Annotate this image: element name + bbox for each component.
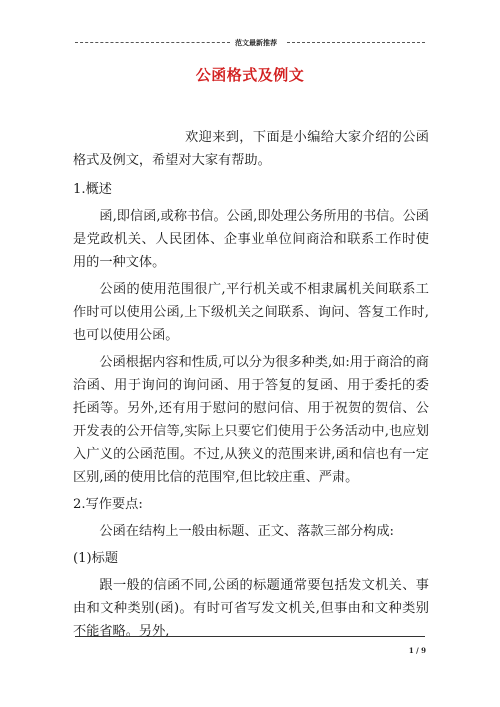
paragraph-structure: 公函在结构上一般由标题、正文、落款三部分构成: xyxy=(99,524,394,539)
paragraph-usage-scope: 公函的使用范围很广,平行机关或不相隶属机关间联系工作时可以使用公函,上下级机关之间联系、询问、答复工作时,也可以使用公函。 xyxy=(73,282,429,343)
header-divider-left xyxy=(75,42,230,43)
paragraph-definition: 函,即信函,或称书信。公函,即处理公务所用的书信。公函是党政机关、人民团体、企事业单位间商洽和联系工作时使用的一种文体。 xyxy=(73,209,429,270)
document-body xyxy=(73,126,429,643)
header-label: 范文最新推荐 xyxy=(235,38,277,47)
paragraph-categories: 公函根据内容和性质,可以分为很多种类,如:用于商洽的商洽函、用于询问的询问函、用于答复的复函、用于委托的委托函等。另外,还有用于慰问的慰问信、用于祝贺的贺信、公开发表的公开信等,实际上只要它们使用于公务活动中,也应划入广义的公函范围。不过,从狭义的范围来讲,函和信也有一定区别,函的使用比信的范围窄,但比较庄重、严肃。 xyxy=(73,355,429,485)
page-header xyxy=(75,38,425,48)
page-number: 1 / 9 xyxy=(408,646,426,655)
footer-divider xyxy=(75,636,425,637)
intro-paragraph: 欢迎来到，下面是小编给大家介绍的公函格式及例文，希望对大家有帮助。 xyxy=(73,130,429,168)
paragraph-title-rules: 跟一般的信函不同,公函的标题通常要包括发文机关、事由和文种类别(函)。有时可省写发文机关,但事由和文种类别不能省略。另外, xyxy=(73,578,429,639)
header-divider-right xyxy=(287,42,425,43)
subheading-title: (1)标题 xyxy=(73,551,119,566)
section-heading-overview: 1.概述 xyxy=(73,182,112,197)
document-title: 公函格式及例文 xyxy=(195,66,305,84)
section-heading-writing-points: 2.写作要点: xyxy=(73,497,143,512)
